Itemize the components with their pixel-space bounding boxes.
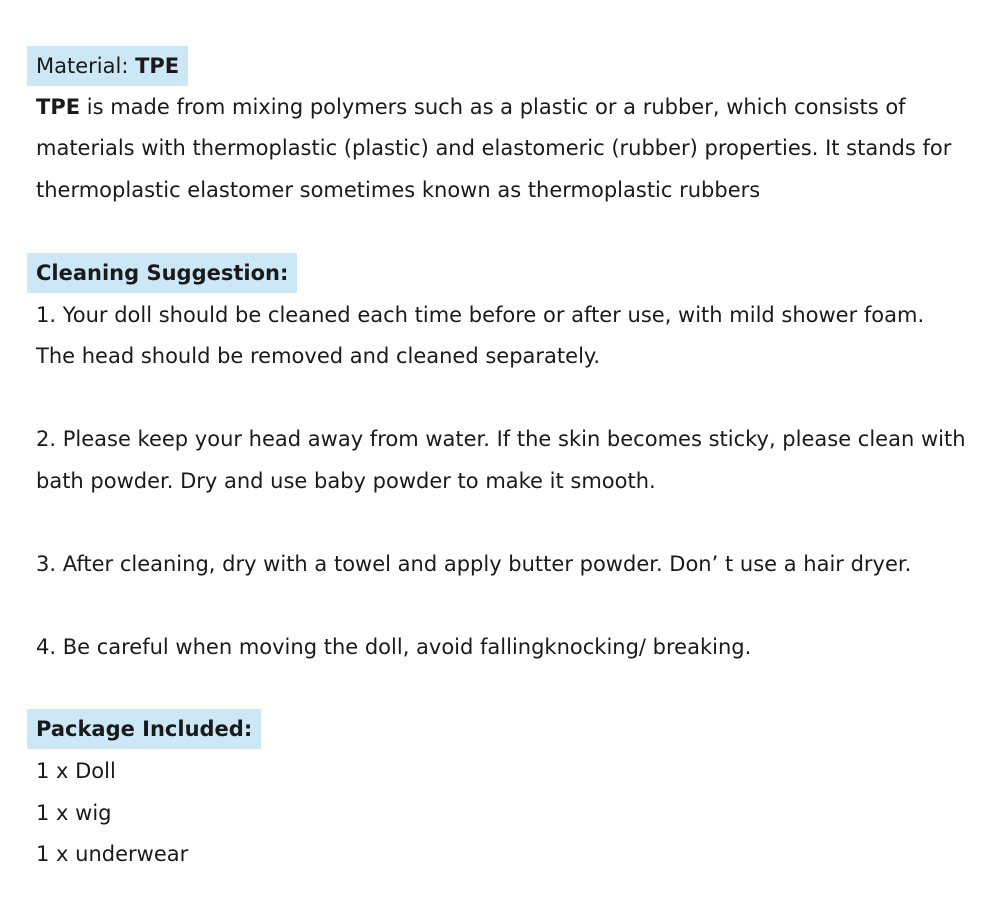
cleaning-heading-text: Cleaning Suggestion: [36, 261, 289, 285]
material-desc-bold: TPE [36, 95, 81, 119]
material-desc-line2: materials with thermoplastic (plastic) and elastomeric (rubber) properties. It stands for [36, 136, 952, 160]
package-item-doll: 1 x Doll [36, 759, 116, 783]
cleaning-item2-line1: 2. Please keep your head away from water. If the skin becomes sticky, please clean with [36, 427, 966, 451]
package-heading [27, 709, 261, 749]
package-item-underwear: 1 x underwear [36, 842, 189, 866]
cleaning-item4: 4. Be careful when moving the doll, avoid fallingknocking/ breaking. [36, 635, 752, 659]
cleaning-item1-line2: The head should be removed and cleaned separately. [36, 344, 601, 368]
cleaning-item3: 3. After cleaning, dry with a towel and apply butter powder. Don’ t use a hair dryer. [36, 552, 912, 576]
cleaning-heading [27, 253, 297, 293]
material-desc-text1: is made from mixing polymers such as a plastic or a rubber, which consists of [80, 95, 906, 119]
cleaning-item2-line2: bath powder. Dry and use baby powder to make it smooth. [36, 469, 656, 493]
material-value: TPE [135, 54, 180, 78]
package-heading-text: Package Included: [36, 717, 253, 741]
material-label: Material: [36, 54, 136, 78]
cleaning-item1-line1: 1. Your doll should be cleaned each time before or after use, with mild shower foam. [36, 303, 925, 327]
material-heading [27, 46, 188, 86]
material-desc-line1 [36, 93, 906, 121]
package-item-wig: 1 x wig [36, 801, 112, 825]
material-desc-line3: thermoplastic elastomer sometimes known as thermoplastic rubbers [36, 178, 761, 202]
